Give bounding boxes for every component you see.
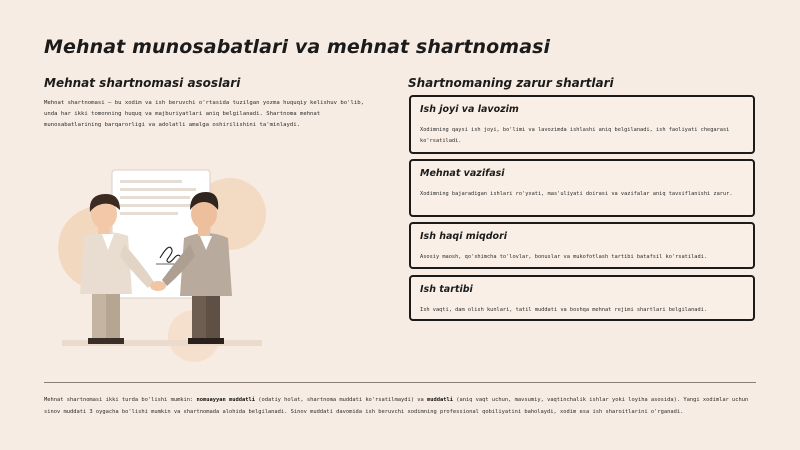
card-title: Ish tartibi — [420, 284, 473, 295]
condition-card-salary — [409, 222, 755, 269]
page-title: Mehnat munosabatlari va mehnat shartnomasi — [44, 36, 551, 58]
left-heading: Mehnat shartnomasi asoslari — [44, 76, 241, 90]
card-title: Ish haqi miqdori — [420, 231, 508, 242]
card-title: Mehnat vazifasi — [420, 168, 505, 179]
card-description: Xodimning bajaradigan ishlari ro'yxati, mas'uliyati doirasi va vazifalar aniq tavsiflanishi zarur. — [420, 191, 733, 197]
card-description: Ish vaqti, dam olish kunlari, tatil muddati va boshqa mehnat rejimi shartlari belgilanadi. — [420, 307, 708, 313]
bottom-strong-indefinite: nomuayyan muddatli — [196, 397, 255, 403]
right-heading: Shartnomaning zarur shartlari — [408, 76, 614, 90]
handshake-contract-illustration — [44, 140, 270, 364]
section-divider — [44, 382, 756, 383]
card-description: Xodimning qaysi ish joyi, bo'limi va lavozimda ishlashi aniq belgilanadi, ish faoliyati chegarasi ko'rsatiladi. — [420, 127, 730, 144]
handshake — [150, 281, 166, 291]
card-title: Ish joyi va lavozim — [420, 104, 519, 115]
bottom-strong-fixed-term: muddatli — [426, 397, 453, 403]
condition-card-duties — [409, 159, 755, 217]
bottom-text-part2: (odatiy holat, shartnoma muddati ko'rsatilmaydi) va — [254, 397, 427, 403]
condition-card-workplace — [409, 95, 755, 154]
bottom-text-part3: (aniq vaqt uchun, mavsumiy, vaqtinchalik ishlar yoki loyiha asosida). Yangi xodimlar uchun sinov muddati 3 oygacha bo'lishi mumkin va shartnomada alohida belgilanadi. Sinov muddati davomida ish beruvchi xodimning professional qobiliyatini baholaydi, xodim esa ish sharoitlarini o'rganadi. — [44, 397, 749, 415]
contract-types-paragraph — [44, 394, 756, 418]
intro-paragraph: Mehnat shartnomasi — bu xodim va ish beruvchi o'rtasida tuzilgan yozma huquqiy kelishuv bo'lib, unda har ikki tomonning huquq va majburiyatlari aniq belgilanadi. Shartnoma mehnat munosabatlarining barqarorligi va adolatli amalga oshirilishini ta'minlaydi. — [44, 100, 364, 128]
condition-card-schedule — [409, 275, 755, 321]
card-description: Asosiy maosh, qo'shimcha to'lovlar, bonuslar va mukofotlash tartibi batafsil ko'rsatiladi. — [420, 254, 708, 260]
bottom-text-part1: Mehnat shartnomasi ikki turda bo'lishi mumkin: — [44, 397, 197, 403]
